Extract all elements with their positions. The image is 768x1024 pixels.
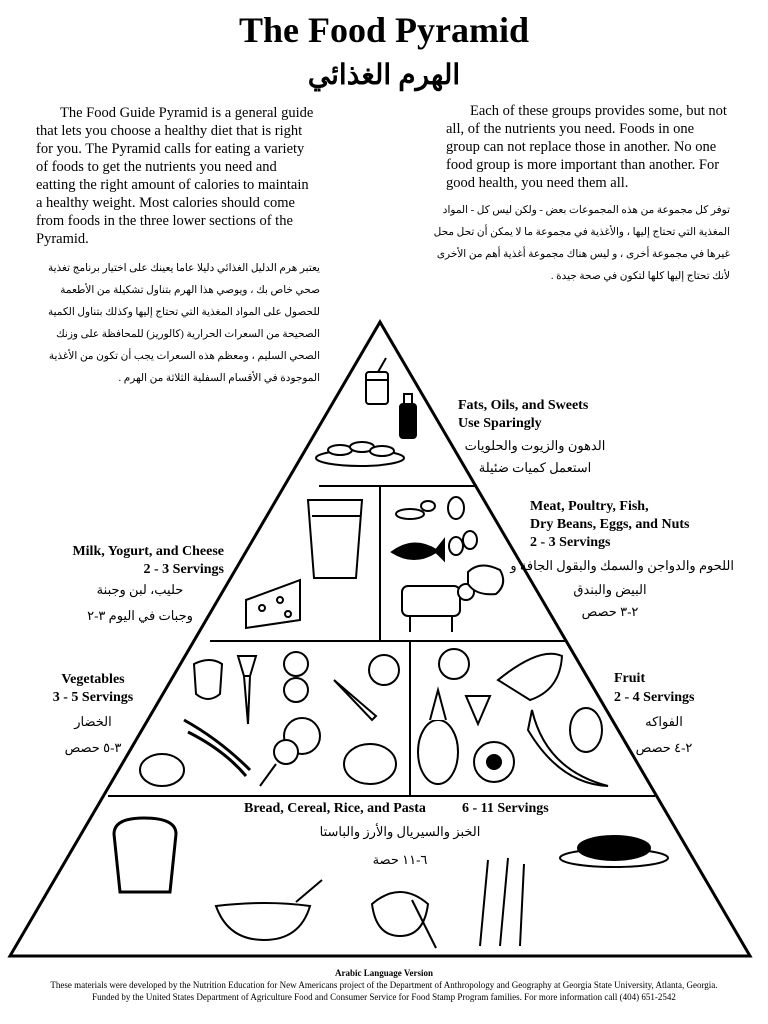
strawberry-icon [466,696,490,724]
fish-icon [392,540,444,560]
fruit-servings: 2 - 4 Servings [614,690,695,705]
bread-name: Bread, Cereal, Rice, and Pasta [244,801,426,816]
soda-cup-icon [366,358,388,404]
meat-servings: 2 - 3 Servings [530,535,611,550]
page-title: The Food Pyramid [238,10,529,50]
milk-servings-arabic: وجبات في اليوم ٣-٢ [87,608,193,623]
fats-name-arabic: الدهون والزيوت والحلويات [464,438,606,453]
meat-name-arabic-line1: اللحوم والدواجن والسمك والبقول الجافة و [510,558,734,573]
cheese-wedge-icon [246,580,300,628]
cookies-plate-icon [316,442,404,466]
vegetables-name-arabic: الخضار [74,714,112,729]
intro-right-arabic: توفر كل مجموعة من هذه المجموعات بعض - ولكن ليس كل - المواد المغذية التي تحتاج إليها ، والأغذية في مجموعة ما لا يمكن أن تحل محل غيرها في مجموعة أخرى ، و ليس هناك مجموعة أغذية أهم من الأخرى لأنك تحتاج إليها كلها لتكون في صحة جيدة . [433,205,730,282]
vegetables-servings: 3 - 5 Servings [52,690,134,705]
wheat-icon [480,858,524,946]
fats-servings-arabic: استعمل كميات ضئيلة [478,460,592,475]
cow-icon [402,584,474,632]
radish-icon [238,656,256,724]
spinach-icon [344,744,396,784]
eggs-icon [448,497,477,555]
footer-credits: These materials were developed by the Nutrition Education for New Americans project of the Department of Anthropology and Geography at Georgia State University, Atlanta, Georgia. [50,980,718,990]
peach-icon [474,742,514,782]
page-title-arabic: الهرم الغذائي [307,60,461,91]
bread-name-arabic: الخبز والسيريال والأرز والباستا [319,824,481,839]
milk-name-arabic: حليب، لبن وجبنة [96,582,184,597]
potatoes-icon [140,652,308,786]
carrot-icon [334,680,376,720]
meat-servings-arabic: ٢-٣ حصص [581,604,639,619]
intro-right-english: Each of these groups provides some, but not all, of the nutrients you need. Foods in one group can not replace those in another. No one food group is more important than another. For good health, you need them all. [446,103,727,191]
meat-name-line2: Dry Beans, Eggs, and Nuts [530,517,690,532]
fats-servings: Use Sparingly [458,416,542,431]
nuts-icon [396,501,435,519]
bread-servings: 6 - 11 Servings [462,801,549,816]
milk-glass-icon [308,500,362,578]
milk-servings: 2 - 3 Servings [143,562,224,577]
fats-name: Fats, Oils, and Sweets [458,398,589,413]
cereal-bowl-icon [216,880,322,940]
footer-funding: Funded by the United States Department of Agriculture Food and Consumer Service for Food Stamp Program families. For more information call (404) 651-2542 [92,992,676,1002]
intro-left-english: The Food Guide Pyramid is a general guide that lets you choose a healthy diet that is right for you. The Pyramid calls for eating a variety of foods to get the nutrients you need and eatting the right amount of calories to maintain a healthy weight. Most calories should come from foods in the three lower sections of the Pyramid. [36,105,314,247]
broccoli-icon [260,718,320,786]
orange-icon [439,649,469,679]
fruit-name: Fruit [614,671,646,686]
pasta-plate-icon [560,836,668,867]
melon-slice-icon [498,654,562,700]
oil-bottle-icon [400,394,416,438]
fruit-servings-arabic: ٢-٤ حصص [635,740,693,755]
meat-name-arabic-line2: البيض والبندق [573,582,647,597]
vegetables-name: Vegetables [61,672,125,687]
bread-slice-icon [114,818,176,892]
rice-bowl-icon [372,892,436,948]
lemon-icon [570,708,602,752]
intro-left-arabic: يعتبر هرم الدليل الغذائي دليلا عاما يعينك على اختيار برنامج تغذية صحي خاص بك ، ويوصي هذا الهرم بتناول تشكيلة من الأطعمة للحصول على المواد المغذية التي تحتاج إليها وكذلك بتناول الكمية الصحيحة من السعرات الحرارية (كالوريز) للمحافظة على وزنك الصحي السليم ، ومعظم هذه السعرات يجب أن تكون من الأغذية الموجودة في الأقسام السفلية الثلاثة من الهرم . [47,263,320,384]
green-beans-icon [184,720,250,776]
fruit-name-arabic: الفواكه [645,714,683,729]
tomato-icon [369,655,399,685]
footer-version: Arabic Language Version [334,968,433,978]
vegetables-servings-arabic: ٣-٥ حصص [64,740,122,755]
pineapple-icon [418,690,458,784]
meat-name-line1: Meat, Poultry, Fish, [530,499,649,514]
milk-name: Milk, Yogurt, and Cheese [72,544,224,559]
bread-servings-arabic: ٦-١١ حصة [372,852,428,867]
pepper-icon [194,660,222,699]
